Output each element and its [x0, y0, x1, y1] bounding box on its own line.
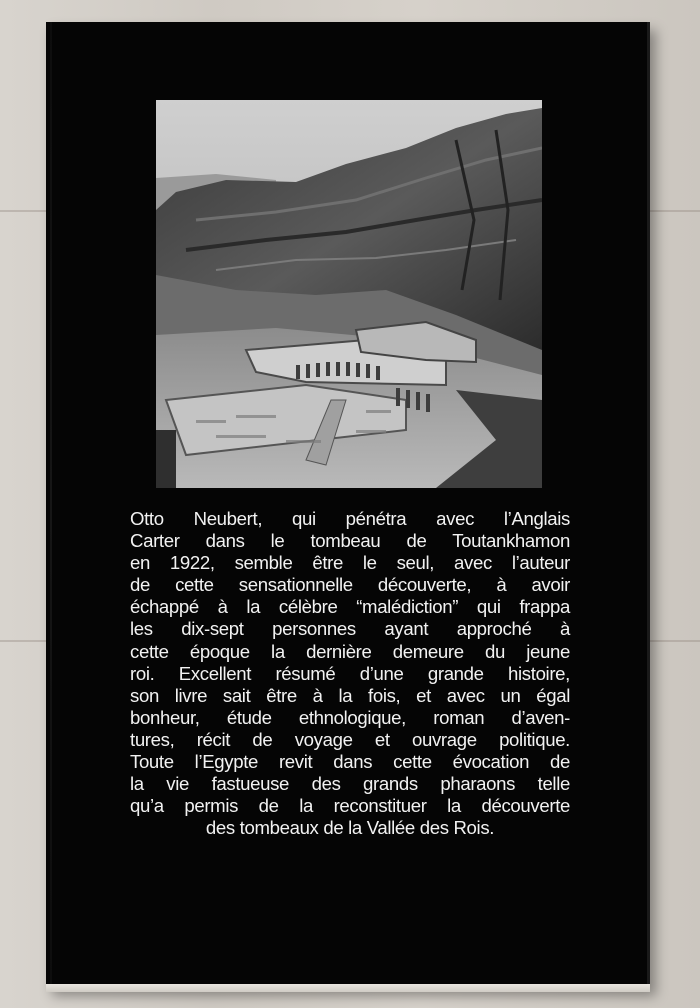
blurb-line: Toute l’Egypte revit dans cette évocation de — [130, 751, 570, 773]
temple-photo-illustration — [156, 100, 542, 488]
blurb-line: en 1922, semble être le seul, avec l’auteur — [130, 552, 570, 574]
spine-crease — [50, 22, 52, 984]
blurb-line: cette époque la dernière demeure du jeune — [130, 640, 570, 662]
book-back-cover — [46, 22, 650, 984]
blurb-line: qu’a permis de la reconstituer la découverte — [130, 795, 570, 817]
blurb-line: Carter dans le tombeau de Toutankhamon — [130, 530, 570, 552]
blurb-line: de cette sensationnelle découverte, à avoir — [130, 574, 570, 596]
foreground-shadow — [156, 430, 176, 488]
blurb-line: bonheur, étude ethnologique, roman d’aven- — [130, 706, 570, 728]
blurb-line: son livre sait être à la fois, et avec un égal — [130, 684, 570, 706]
blurb-line: tures, récit de voyage et ouvrage politique. — [130, 728, 570, 750]
blurb-line: Otto Neubert, qui pénétra avec l’Anglais — [130, 508, 570, 529]
blurb-line: les dix-sept personnes ayant approché à — [130, 618, 570, 640]
valley-temple-photo — [156, 100, 542, 488]
blurb-line: des tombeaux de la Vallée des Rois. — [205, 817, 495, 839]
blurb-line: roi. Excellent résumé d’une grande histoire, — [130, 662, 570, 684]
blurb-line: la vie fastueuse des grands pharaons telle — [130, 773, 570, 795]
blurb-line: échappé à la célèbre “malédiction” qui frappa — [130, 596, 570, 618]
cover-blurb — [130, 508, 570, 839]
book-page-edge — [46, 984, 650, 992]
